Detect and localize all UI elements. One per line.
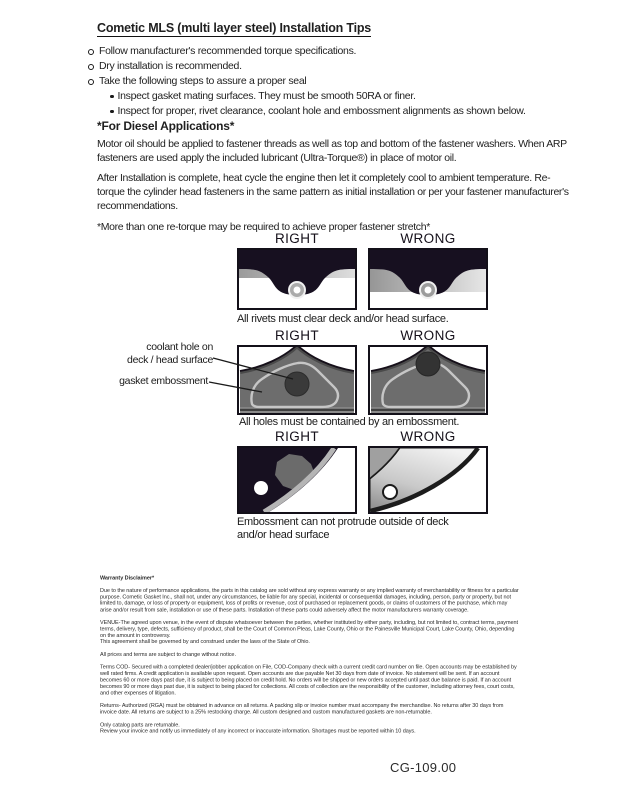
right-label: RIGHT [275,231,319,246]
hole-wrong-diagram [368,345,488,415]
rivet-right-diagram [237,248,357,310]
protrude-wrong-column [368,429,488,514]
governed-paragraph: This agreement shall be governed by and construed under the laws of the State of Ohio. [100,639,310,646]
wrong-label: WRONG [400,328,456,343]
rivet-diagram-row [237,231,488,310]
protrude-wrong-diagram [368,446,488,514]
hole-wrong-column [368,328,488,415]
warranty-paragraph: Due to the nature of performance applications, the parts in this catalog are sold without any express warranty or any implied warranty of merchantability or fitness for a particular purpose. Cometic Gasket Inc., shall not, under any circumstances, be liable for any special, incidental or consequential damages, including, person, party or property, but not limited to, damage, or loss of property or equipment, loss of profits or revenue, cost of purchased or replacement goods, or claims of customers of the purchase, which may arise and/or result from sale, installation or use of these parts. Installation of these parts could adversely affect the motor manufacturers warranty coverage. [100,587,519,614]
gasket-embossment-callout: gasket embossment [119,375,208,387]
list-item [110,89,558,104]
right-label: RIGHT [275,429,319,444]
coolant-hole-callout [103,341,213,366]
bolt-hole-shape [383,485,397,499]
tip-text: Take the following steps to assure a proper seal [99,75,307,87]
review-invoice-line: Review your invoice and notify us immediately of any incorrect or inaccurate information. Shortages must be reported within 10 days. [100,728,416,735]
right-label: RIGHT [275,328,319,343]
circle-bullet-icon [88,79,94,85]
callout-leader-lines [205,348,305,398]
prices-paragraph: All prices and terms are subject to change without notice. [100,651,236,658]
wrong-label: WRONG [400,429,456,444]
tip-text: Inspect for proper, rivet clearance, coolant hole and embossment alignments as shown below. [117,105,526,117]
tips-list [88,44,558,119]
warranty-disclaimer-heading: Warranty Disclaimer* [100,575,155,582]
legal-section [100,575,520,755]
list-item [88,44,558,59]
list-item [110,104,558,119]
tip-text: Follow manufacturer's recommended torque specifications. [99,45,357,57]
venue-paragraph: VENUE-The agreed upon venue, in the event of dispute whatsoever between the parties, whether instituted by either party, including, but not limited to, contract terms, payment terms, delivery, type, defects, sufficiency of product, shall be the Court of Common Pleas, Lake County, Ohio or the Painesville Municipal Court, Lake County, Ohio, depending on the amount in controversy. [100,619,518,639]
returns-paragraph: Returns- Authorized (RGA) must be obtained in advance on all returns. A packing slip or invoice number must accompany the merchandise. No returns after 30 days from invoice date. All returns are subject to a 25% restocking charge. All custom designed and custom manufactured gaskets are non-returnable. [100,702,504,716]
rivet-right-column [237,231,357,310]
rivet-wrong-column [368,231,488,310]
page-title: Cometic MLS (multi layer steel) Installation Tips [97,21,372,35]
bolt-hole-shape [254,481,268,495]
callout-line: deck / head surface [127,353,213,366]
diesel-paragraph: Motor oil should be applied to fastener threads as well as top and bottom of the fastener washers. When ARP fasteners are used apply the included lubricant (Ultra-Torque®) in place of motor oil. [97,138,567,164]
rivet-icon [419,281,437,299]
catalog-parts-line: Only catalog parts are returnable. [100,721,180,728]
protrude-diagram-row [237,429,488,514]
list-item [88,74,558,89]
rivet-wrong-diagram [368,248,488,310]
protrude-right-column [237,429,357,514]
protrude-right-diagram [237,446,357,514]
tip-text: Dry installation is recommended. [99,60,242,72]
list-item [88,59,558,74]
diesel-paragraph: After Installation is complete, heat cycle the engine then let it completely cool to ambient temperature. Re-torque the cylinder head fasteners in the same pattern as initial installation or per your fastener manufacturer's recommendations. [97,172,569,212]
dot-bullet-icon [110,95,114,99]
callout-line: coolant hole on [146,341,213,353]
tip-text: Inspect gasket mating surfaces. They must be smooth 50RA or finer. [117,90,416,102]
coolant-hole-shape [416,352,440,376]
diesel-heading: *For Diesel Applications* [97,119,235,133]
retorque-note: *More than one re-torque may be required to achieve proper fastener stretch* [97,221,430,233]
circle-bullet-icon [88,49,94,55]
dot-bullet-icon [110,110,114,114]
rivet-caption: All rivets must clear deck and/or head surface. [237,313,449,325]
wrong-label: WRONG [400,231,456,246]
rivet-icon [288,281,306,299]
terms-paragraph: Terms COD- Secured with a completed dealer/jobber application on File, COD-Company check with a current credit card number on file. Open accounts may be established by well rated firms. A credit application is available upon request. Open accounts are due payable Net 30 days from date of invoice. No statement will be sent. If an account becomes 60 or more days past due, it is subject to being placed on credit hold. No orders will be shipped or new orders accepted until past due balance is paid. If an account becomes 90 or more days past due, it is subject to being placed for collections. All costs of collection are the responsibility of the customer, including attorney fees, court costs, and other expenses of litigation. [100,664,517,697]
circle-bullet-icon [88,64,94,70]
protrude-caption: Embossment can not protrude outside of deck and/or head surface [237,516,449,541]
page-code: CG-109.00 [390,760,457,775]
hole-caption: All holes must be contained by an embossment. [239,416,460,428]
